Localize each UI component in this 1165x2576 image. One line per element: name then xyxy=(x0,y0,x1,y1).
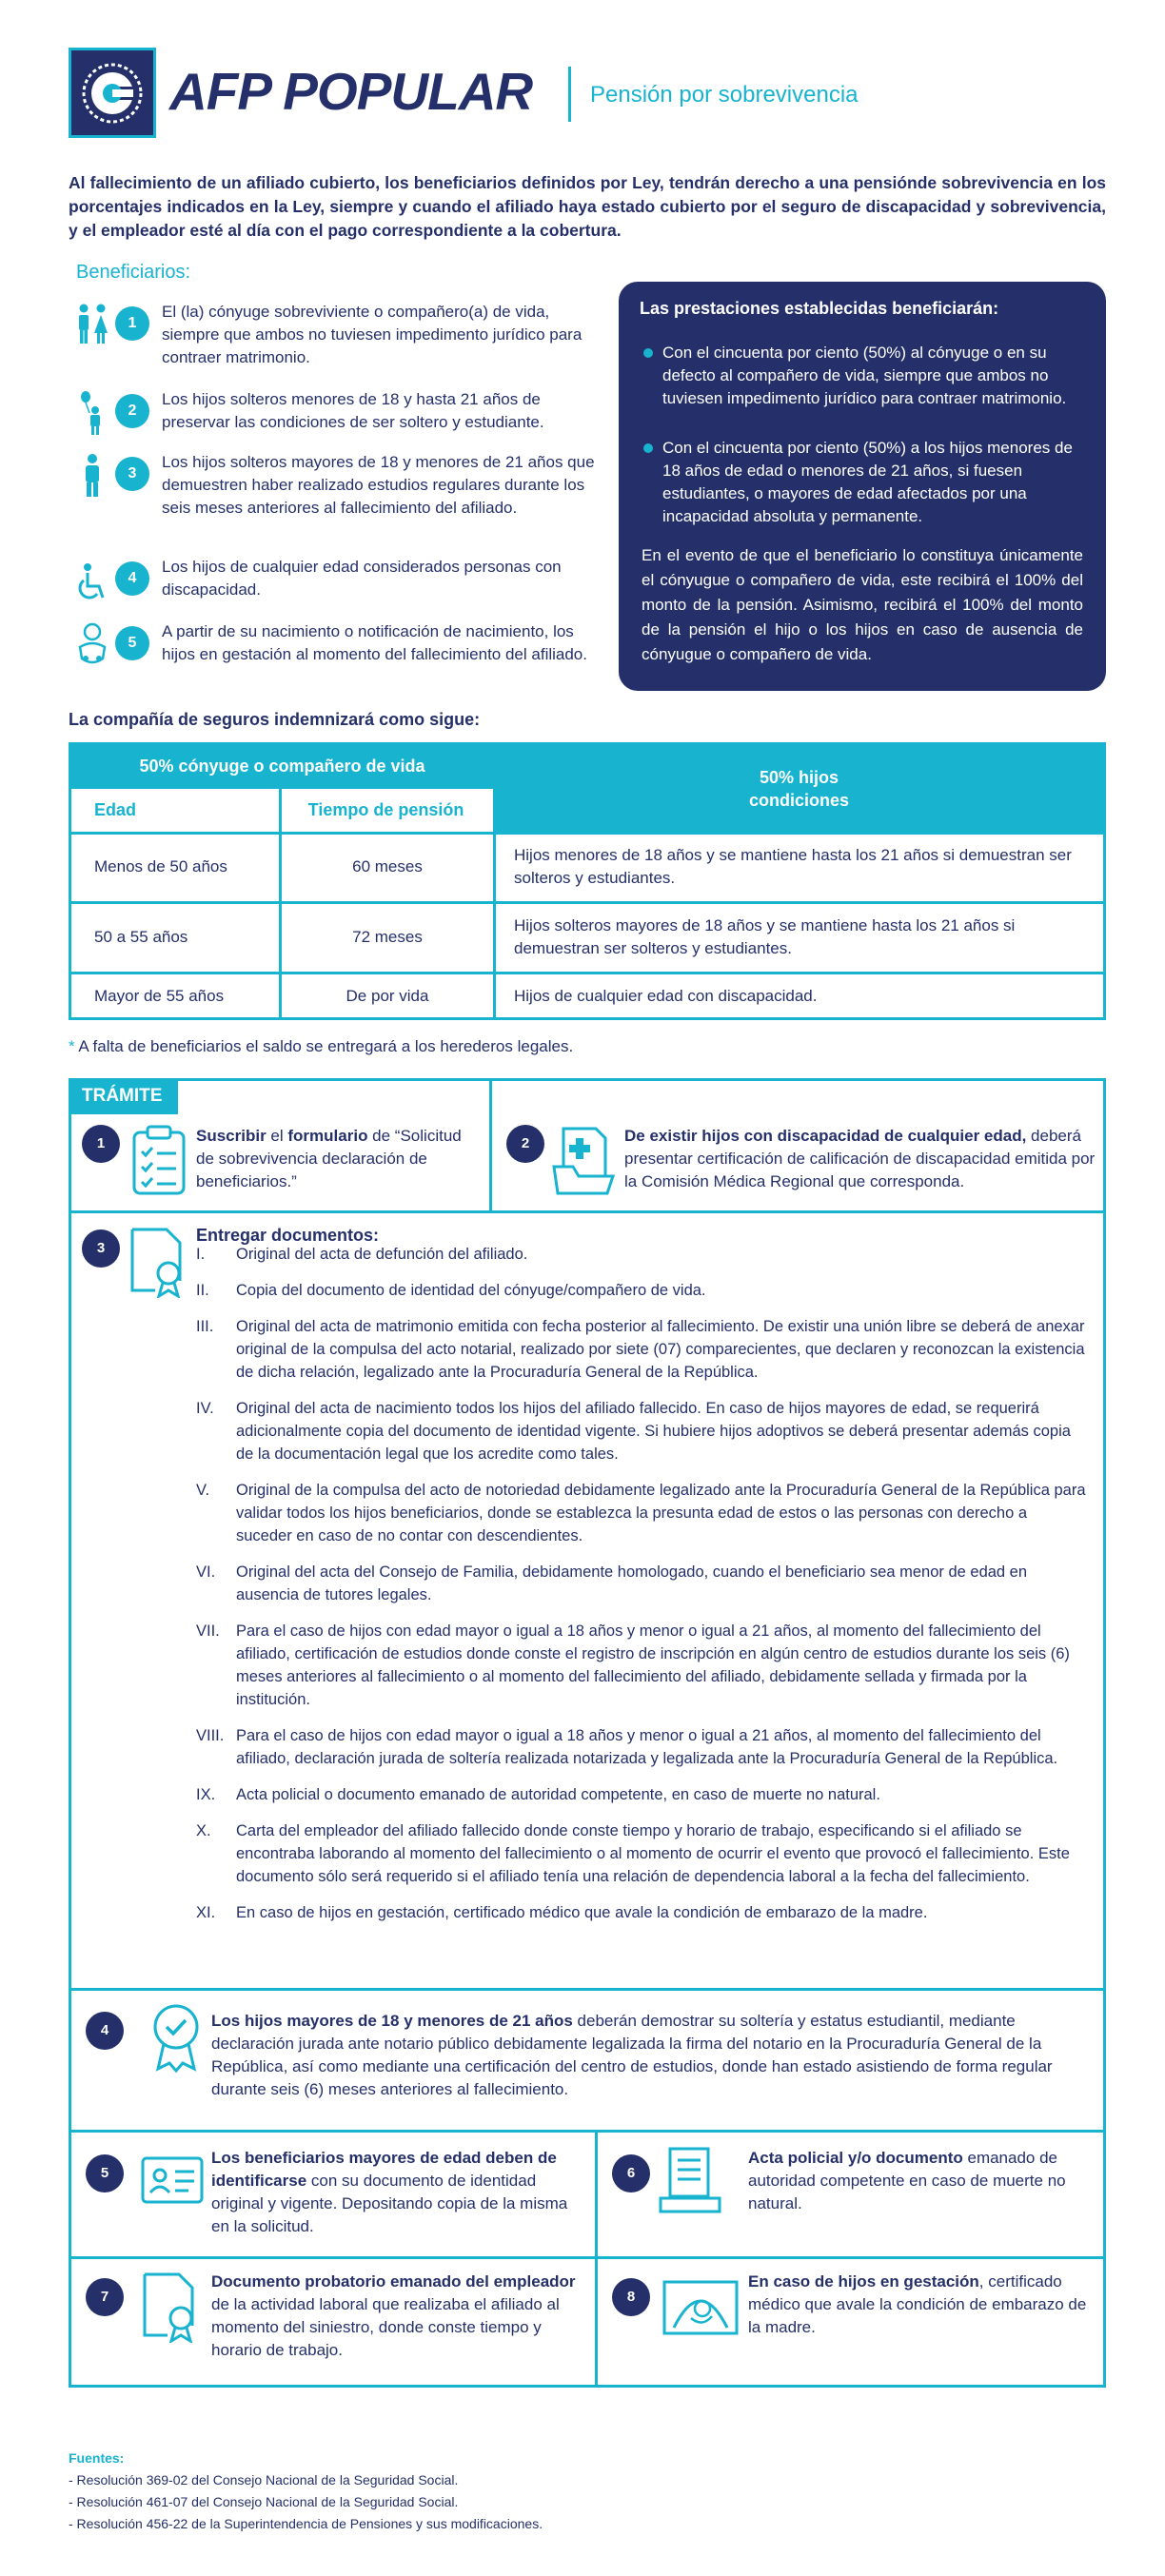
step-text xyxy=(748,2271,1091,2339)
table-cell: Hijos solteros mayores de 18 años y se mantiene hasta los 21 años si demuestran ser solteros y estudiantes. xyxy=(514,916,1016,957)
number-badge: 3 xyxy=(115,457,149,491)
beneficiario-text: Los hijos de cualquier edad considerados personas con discapacidad. xyxy=(162,558,562,599)
list-item xyxy=(196,1901,1086,1924)
step-text-part: con su documento de identidad original y vigente. Depositando copia de la misma en la solicitud. xyxy=(211,2172,568,2235)
step-number: 3 xyxy=(82,1229,120,1268)
list-text: Original del acta de nacimiento todos los hijos del afiliado fallecido. En caso de hijos mayores de edad, se requerirá adicionalmente copia del documento de identidad vigente. Si hubiere hijos adoptivos se deberá presentar además copia de la documentación legal que los acredite como tales. xyxy=(236,1400,1071,1463)
step-bold: Suscribir xyxy=(196,1127,267,1145)
list-item xyxy=(196,1561,1086,1606)
couple-icon xyxy=(74,303,110,348)
step-bold: formulario xyxy=(287,1127,368,1145)
person-icon xyxy=(74,453,110,499)
section-title: La compañía de seguros indemnizará como sigue: xyxy=(69,710,481,729)
step-title: Entregar documentos: xyxy=(196,1226,380,1245)
sources-title: Fuentes: xyxy=(69,2450,125,2466)
prestacion-text: Con el cincuenta por ciento (50%) a los hijos menores de 18 años de edad o menores de 21 años, si fuesen estudiantes, o mayores de edad afectados por una incapacidad absoluta y permanente. xyxy=(662,439,1073,525)
step-number: 8 xyxy=(612,2278,650,2316)
step-text xyxy=(748,2147,1091,2215)
indemnizacion-table xyxy=(69,742,1106,1020)
header-divider xyxy=(568,67,571,122)
step-bold: Los beneficiarios mayores de edad deben de identificarse xyxy=(211,2149,557,2190)
step-number: 1 xyxy=(82,1125,120,1163)
documents-list xyxy=(196,1243,1086,1937)
award-ribbon-icon xyxy=(143,2002,209,2075)
number-badge: 2 xyxy=(115,394,149,428)
prestaciones-box xyxy=(619,282,1106,691)
bullet-icon xyxy=(643,443,653,453)
header xyxy=(69,48,1106,143)
ultrasound-icon xyxy=(661,2271,740,2343)
prestacion-bullet xyxy=(642,437,1083,528)
number-badge: 1 xyxy=(115,306,149,341)
source-item: - Resolución 461-07 del Consejo Nacional de la Seguridad Social. xyxy=(69,2494,459,2509)
step-text-part: , certificado médico que avale la condición de embarazo de la madre. xyxy=(748,2272,1087,2336)
number-badge: 4 xyxy=(115,561,149,596)
bullet-icon xyxy=(643,348,653,358)
table-divider xyxy=(71,972,1103,974)
list-item xyxy=(196,1620,1086,1711)
table-divider xyxy=(71,901,1103,904)
beneficiarios-title: Beneficiarios: xyxy=(76,262,191,283)
list-numeral: I. xyxy=(196,1246,206,1263)
list-numeral: XI. xyxy=(196,1904,216,1921)
step-text xyxy=(211,2147,587,2238)
step-text-part: el xyxy=(266,1127,288,1145)
child-balloon-icon xyxy=(74,390,110,436)
step-number: 5 xyxy=(86,2154,124,2193)
list-text: Original de la compulsa del acto de notoriedad debidamente legalizado ante la Procuraduría General de la República para validar todos los hijos beneficiarios, donde se establezca la presunta edad de estos o las personas con derecho a suceder en caso de no contar con descendientes. xyxy=(236,1482,1086,1544)
step-text-part: de “Solicitud de sobrevivencia declaración de beneficiarios.” xyxy=(196,1127,462,1190)
step-bold: En caso de hijos en gestación xyxy=(748,2272,979,2291)
header-condiciones: condiciones xyxy=(748,791,850,810)
header-hijos: 50% hijos xyxy=(759,768,839,787)
table-cell: Mayor de 55 años xyxy=(94,987,225,1005)
step-text xyxy=(624,1125,1096,1193)
list-item xyxy=(196,1724,1086,1770)
step-number: 6 xyxy=(612,2154,650,2193)
step-bold: Documento probatorio emanado del empleador xyxy=(211,2272,576,2291)
list-text: Copia del documento de identidad del cónyuge/compañero de vida. xyxy=(236,1282,706,1299)
source-item: - Resolución 369-02 del Consejo Nacional de la Seguridad Social. xyxy=(69,2472,459,2488)
table-cell: 60 meses xyxy=(352,857,423,875)
wheelchair-icon xyxy=(74,558,110,603)
table-cell: 72 meses xyxy=(352,928,423,946)
list-text: Para el caso de hijos con edad mayor o igual a 18 años y menor o igual a 21 años, al momento del fallecimiento del afiliado, declaración jurada de soltería realizada notarizada y legalizada ante la Procuraduría General de la República. xyxy=(236,1727,1058,1767)
list-item xyxy=(196,1397,1086,1465)
number-badge: 5 xyxy=(115,626,149,660)
step-text xyxy=(196,1125,472,1193)
beneficiario-text: A partir de su nacimiento o notificación de nacimiento, los hijos en gestación al momento del fallecimiento del afiliado. xyxy=(162,622,587,663)
table-cell: Menos de 50 años xyxy=(94,857,227,875)
list-numeral: X. xyxy=(196,1822,211,1839)
clipboard-icon xyxy=(127,1125,193,1197)
list-item xyxy=(196,1819,1086,1888)
table-cell: Hijos de cualquier edad con discapacidad. xyxy=(514,987,818,1005)
list-item xyxy=(196,1279,1086,1302)
table-cell: Hijos menores de 18 años y se mantiene hasta los 21 años si demuestran ser solteros y estudiantes. xyxy=(514,846,1072,887)
prestaciones-paragraph: En el evento de que el beneficiario lo constituya únicamente el cónyugue o compañero de vida, este recibirá el 100% del monto de la pensión. Asimismo, recibirá el 100% del monto de la pensión el hijo o los hijos en caso de ausencia de cónyugue o compañero de vida. xyxy=(642,546,1083,663)
police-report-icon xyxy=(657,2145,723,2217)
list-numeral: II. xyxy=(196,1282,209,1299)
source-item: - Resolución 456-22 de la Superintendencia de Pensiones y sus modificaciones. xyxy=(69,2516,543,2531)
table-divider xyxy=(71,832,1103,835)
step-number: 7 xyxy=(86,2278,124,2316)
medical-document-icon xyxy=(550,1125,617,1197)
certificate-document-icon xyxy=(139,2271,206,2343)
header-conyuge: 50% cónyuge o compañero de vida xyxy=(139,757,425,776)
list-text: Original del acta de matrimonio emitida con fecha posterior al fallecimiento. De existir una unión libre se deberá de anexar original de la compulsa del acto notarial, realizado por siete (07) comparecientes, que declaren y reconozcan la existencia de dicha relación, legalizado ante la Procuraduría General de la República. xyxy=(236,1318,1085,1381)
beneficiario-text: Los hijos solteros menores de 18 y hasta 21 años de preservar las condiciones de ser soltero y estudiante. xyxy=(162,390,544,431)
list-numeral: V. xyxy=(196,1482,210,1499)
prestaciones-title: Las prestaciones establecidas beneficiarán: xyxy=(640,299,999,318)
list-item xyxy=(196,1315,1086,1384)
list-item xyxy=(196,1243,1086,1266)
list-item xyxy=(196,1783,1086,1806)
prestacion-bullet xyxy=(642,342,1083,410)
afp-logo-icon xyxy=(69,48,156,138)
beneficiario-text: Los hijos solteros mayores de 18 y menores de 21 años que demuestren haber realizado estudios regulares durante los seis meses anteriores al fallecimiento del afiliado. xyxy=(162,453,595,517)
page-title: Pensión por sobrevivencia xyxy=(590,82,859,108)
list-numeral: III. xyxy=(196,1318,214,1335)
list-numeral: VI. xyxy=(196,1563,216,1581)
table-divider xyxy=(493,745,496,1017)
step-bold: Acta policial y/o documento xyxy=(748,2149,963,2167)
footnote xyxy=(69,1037,573,1056)
intro-paragraph: Al fallecimiento de un afiliado cubierto, los beneficiarios definidos por Ley, tendrán derecho a una pensiónde sobrevivencia en los porcentajes indicados en la Ley, siempre y cuando el afiliado haya estado cubierto por el seguro de discapacidad y sobrevivencia, y el empleador esté al día con el pago correspondiente a la cobertura. xyxy=(69,173,1106,240)
step-text-part: deberán demostrar su soltería y estatus estudiantil, mediante declaración jurada ante notario público debidamente legalizada la firma del notario en la Procuraduría General de la República, así como mediante una certificación del centro de estudios, donde han estado asistiendo de forma regular durante seis (6) meses anteriores al fallecimiento. xyxy=(211,2012,1053,2098)
list-numeral: VII. xyxy=(196,1622,220,1640)
list-text: En caso de hijos en gestación, certificado médico que avale la condición de embarazo de la madre. xyxy=(236,1904,928,1921)
step-text xyxy=(211,2010,1087,2101)
step-text-part: de la actividad laboral que realizaba el afiliado al momento del siniestro, donde conste tiempo y horario de trabajo. xyxy=(211,2295,560,2359)
list-item xyxy=(196,1479,1086,1547)
beneficiario-text: El (la) cónyuge sobreviviente o compañero(a) de vida, siempre que ambos no tuviesen impedimento jurídico para contraer matrimonio. xyxy=(162,303,582,366)
table-cell: 50 a 55 años xyxy=(94,928,188,946)
step-text-part: deberá presentar certificación de calificación de discapacidad emitida por la Comisión Médica Regional que corresponda. xyxy=(624,1127,1096,1190)
table-cell: De por vida xyxy=(346,987,429,1005)
list-text: Acta policial o documento emanado de autoridad competente, en caso de muerte no natural. xyxy=(236,1786,880,1803)
certificate-document-icon xyxy=(127,1226,193,1298)
step-bold: Los hijos mayores de 18 y menores de 21 años xyxy=(211,2012,573,2030)
list-text: Original del acta de defunción del afiliado. xyxy=(236,1246,528,1263)
footnote-text: A falta de beneficiarios el saldo se entregará a los herederos legales. xyxy=(78,1037,574,1055)
step-bold: De existir hijos con discapacidad de cualquier edad, xyxy=(624,1127,1027,1145)
list-text: Original del acta del Consejo de Familia, debidamente homologado, cuando el beneficiario sea menor de edad en ausencia de tutores legales. xyxy=(236,1563,1028,1603)
step-number: 2 xyxy=(506,1125,544,1163)
list-numeral: IX. xyxy=(196,1786,216,1803)
prestacion-text: Con el cincuenta por ciento (50%) al cónyuge o en su defecto al compañero de vida, siempre que ambos no tuviesen impedimento jurídico para contraer matrimonio. xyxy=(662,344,1067,407)
step-text xyxy=(211,2271,582,2362)
logo-text: AFP POPULAR xyxy=(169,62,533,121)
list-numeral: IV. xyxy=(196,1400,214,1417)
step-text-part: emanado de autoridad competente en caso de muerte no natural. xyxy=(748,2149,1066,2212)
sources xyxy=(69,2448,543,2535)
col-tiempo: Tiempo de pensión xyxy=(307,800,464,819)
col-edad: Edad xyxy=(94,800,137,819)
baby-icon xyxy=(74,622,110,668)
id-card-icon xyxy=(139,2145,206,2217)
step-number: 4 xyxy=(86,2012,124,2050)
list-numeral: VIII. xyxy=(196,1727,225,1744)
tramite-label: TRÁMITE xyxy=(69,1078,178,1114)
list-text: Carta del empleador del afiliado fallecido donde conste tiempo y horario de trabajo, especificando si el afiliado se encontraba laborando al momento del fallecimiento o al momento de ocurrir el evento que provocó el fallecimiento. Este documento sólo será requerido si el afiliado tenía una relación de dependencia laboral a la fecha del fallecimiento. xyxy=(236,1822,1070,1885)
list-text: Para el caso de hijos con edad mayor o igual a 18 años y menor o igual a 21 años, al momento del fallecimiento del afiliado, certificación de estudios donde conste el registro de inscripción en algún centro de estudios durante los seis (6) meses anteriores al fallecimiento o al momento del fallecimiento del afiliado, debidamente sellada y firmada por la institución. xyxy=(236,1622,1070,1708)
asterisk: * xyxy=(69,1037,75,1055)
